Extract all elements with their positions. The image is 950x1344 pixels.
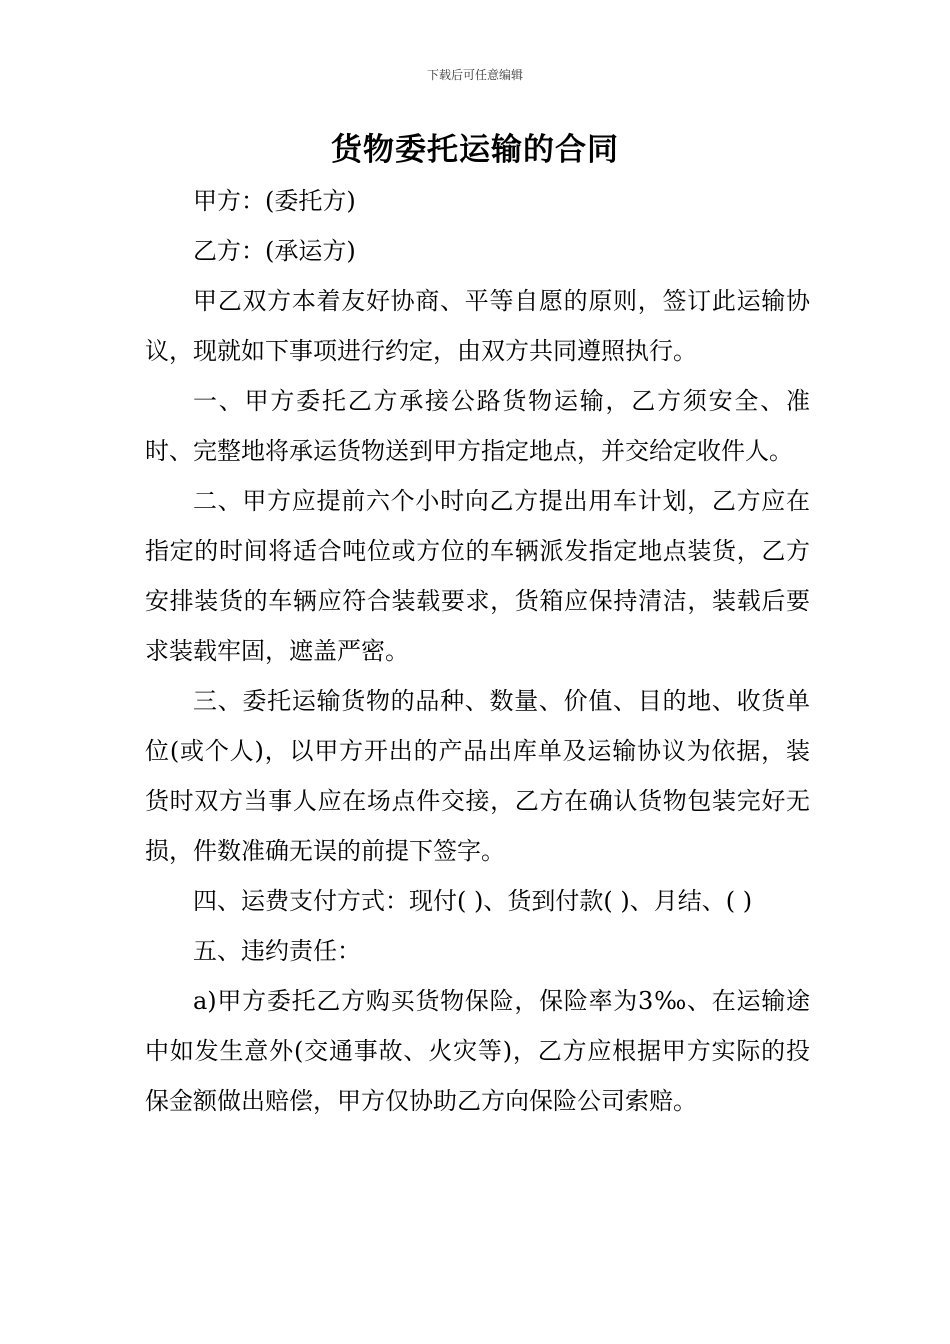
clause-5-heading: 五、违约责任： <box>193 937 361 965</box>
clause-3-paragraph: 三、委托运输货物的品种、数量、价值、目的地、收货单位(或个人)，以甲方开出的产品出库单及运输协议为依据，装货时双方当事人应在场点件交接，乙方在确认货物包装完好无损，件数准确无误的前提下签字。 <box>145 687 810 865</box>
clause-5a-paragraph: a)甲方委托乙方购买货物保险，保险率为3‰、在运输途中如发生意外(交通事故、火灾等)，乙方应根据甲方实际的投保金额做出赔偿，甲方仅协助乙方向保险公司索赔。 <box>145 987 810 1115</box>
preamble-paragraph: 甲乙双方本着友好协商、平等自愿的原则，签订此运输协议，现就如下事项进行约定，由双方共同遵照执行。 <box>145 287 810 365</box>
document-title: 货物委托运输的合同 <box>331 132 619 168</box>
document-body <box>145 176 810 1126</box>
clause-1-paragraph: 一、甲方委托乙方承接公路货物运输，乙方须安全、准时、完整地将承运货物送到甲方指定地点，并交给定收件人。 <box>145 387 810 465</box>
party-b-line: 乙方：(承运方) <box>193 237 356 265</box>
clause-2-paragraph: 二、甲方应提前六个小时向乙方提出用车计划，乙方应在指定的时间将适合吨位或方位的车辆派发指定地点装货，乙方安排装货的车辆应符合装载要求，货箱应保持清洁，装载后要求装载牢固，遮盖严密。 <box>145 487 810 665</box>
clause-4-paragraph: 四、运费支付方式：现付( )、货到付款( )、月结、( ) <box>193 887 753 915</box>
header-note: 下载后可任意编辑 <box>426 68 523 82</box>
party-a-line: 甲方：(委托方) <box>193 187 356 215</box>
